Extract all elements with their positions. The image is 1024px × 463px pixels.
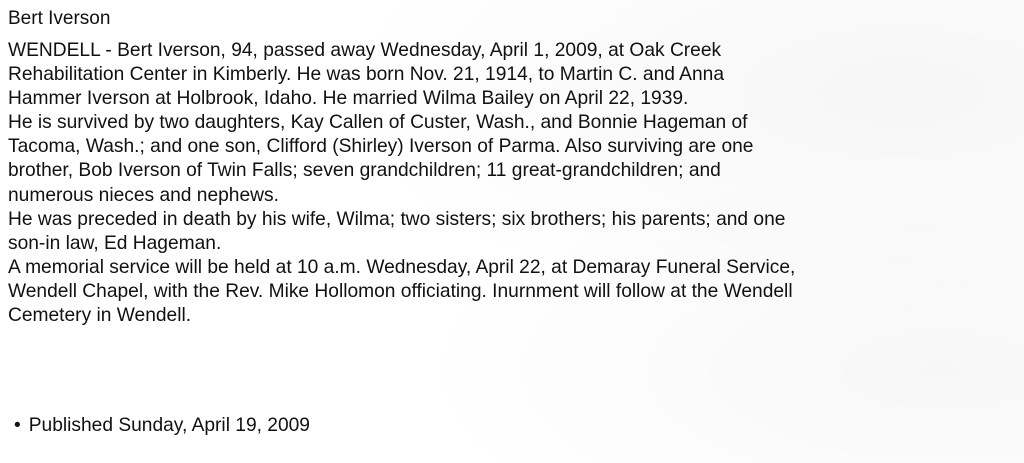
obituary-line-6: brother, Bob Iverson of Twin Falls; seven grandchildren; 11 great-grandchildren; and	[8, 160, 721, 182]
obituary-line-11: Wendell Chapel, with the Rev. Mike Hollomon officiating. Inurnment will follow at the Wendell	[8, 280, 793, 302]
obituary-line-2: Rehabilitation Center in Kimberly. He was born Nov. 21, 1914, to Martin C. and Anna	[8, 64, 724, 86]
bullet-icon: •	[14, 415, 21, 436]
obituary-line-12: Cemetery in Wendell.	[8, 305, 192, 327]
obituary-line-1: WENDELL - Bert Iverson, 94, passed away Wednesday, April 1, 2009, at Oak Creek	[8, 40, 722, 61]
published-note	[14, 414, 310, 438]
obituary-line-8: He was preceded in death by his wife, Wilma; two sisters; six brothers; his parents; and one	[8, 208, 786, 230]
obituary-line-7: numerous nieces and nephews.	[8, 184, 279, 206]
obituary-body	[8, 39, 1018, 328]
obituary-line-3: Hammer Iverson at Holbrook, Idaho. He married Wilma Bailey on April 22, 1939.	[8, 88, 689, 110]
obituary-name: Bert Iverson	[8, 8, 111, 29]
published-date-text: Published Sunday, April 19, 2009	[28, 415, 310, 436]
obituary-line-10: A memorial service will be held at 10 a.m. Wednesday, April 22, at Demaray Funeral Service,	[8, 256, 796, 278]
obituary-line-5: Tacoma, Wash.; and one son, Clifford (Shirley) Iverson of Parma. Also surviving are one	[8, 136, 754, 158]
obituary-line-4: He is survived by two daughters, Kay Callen of Custer, Wash., and Bonnie Hageman of	[8, 112, 748, 134]
obituary-line-9: son-in law, Ed Hageman.	[8, 232, 222, 254]
